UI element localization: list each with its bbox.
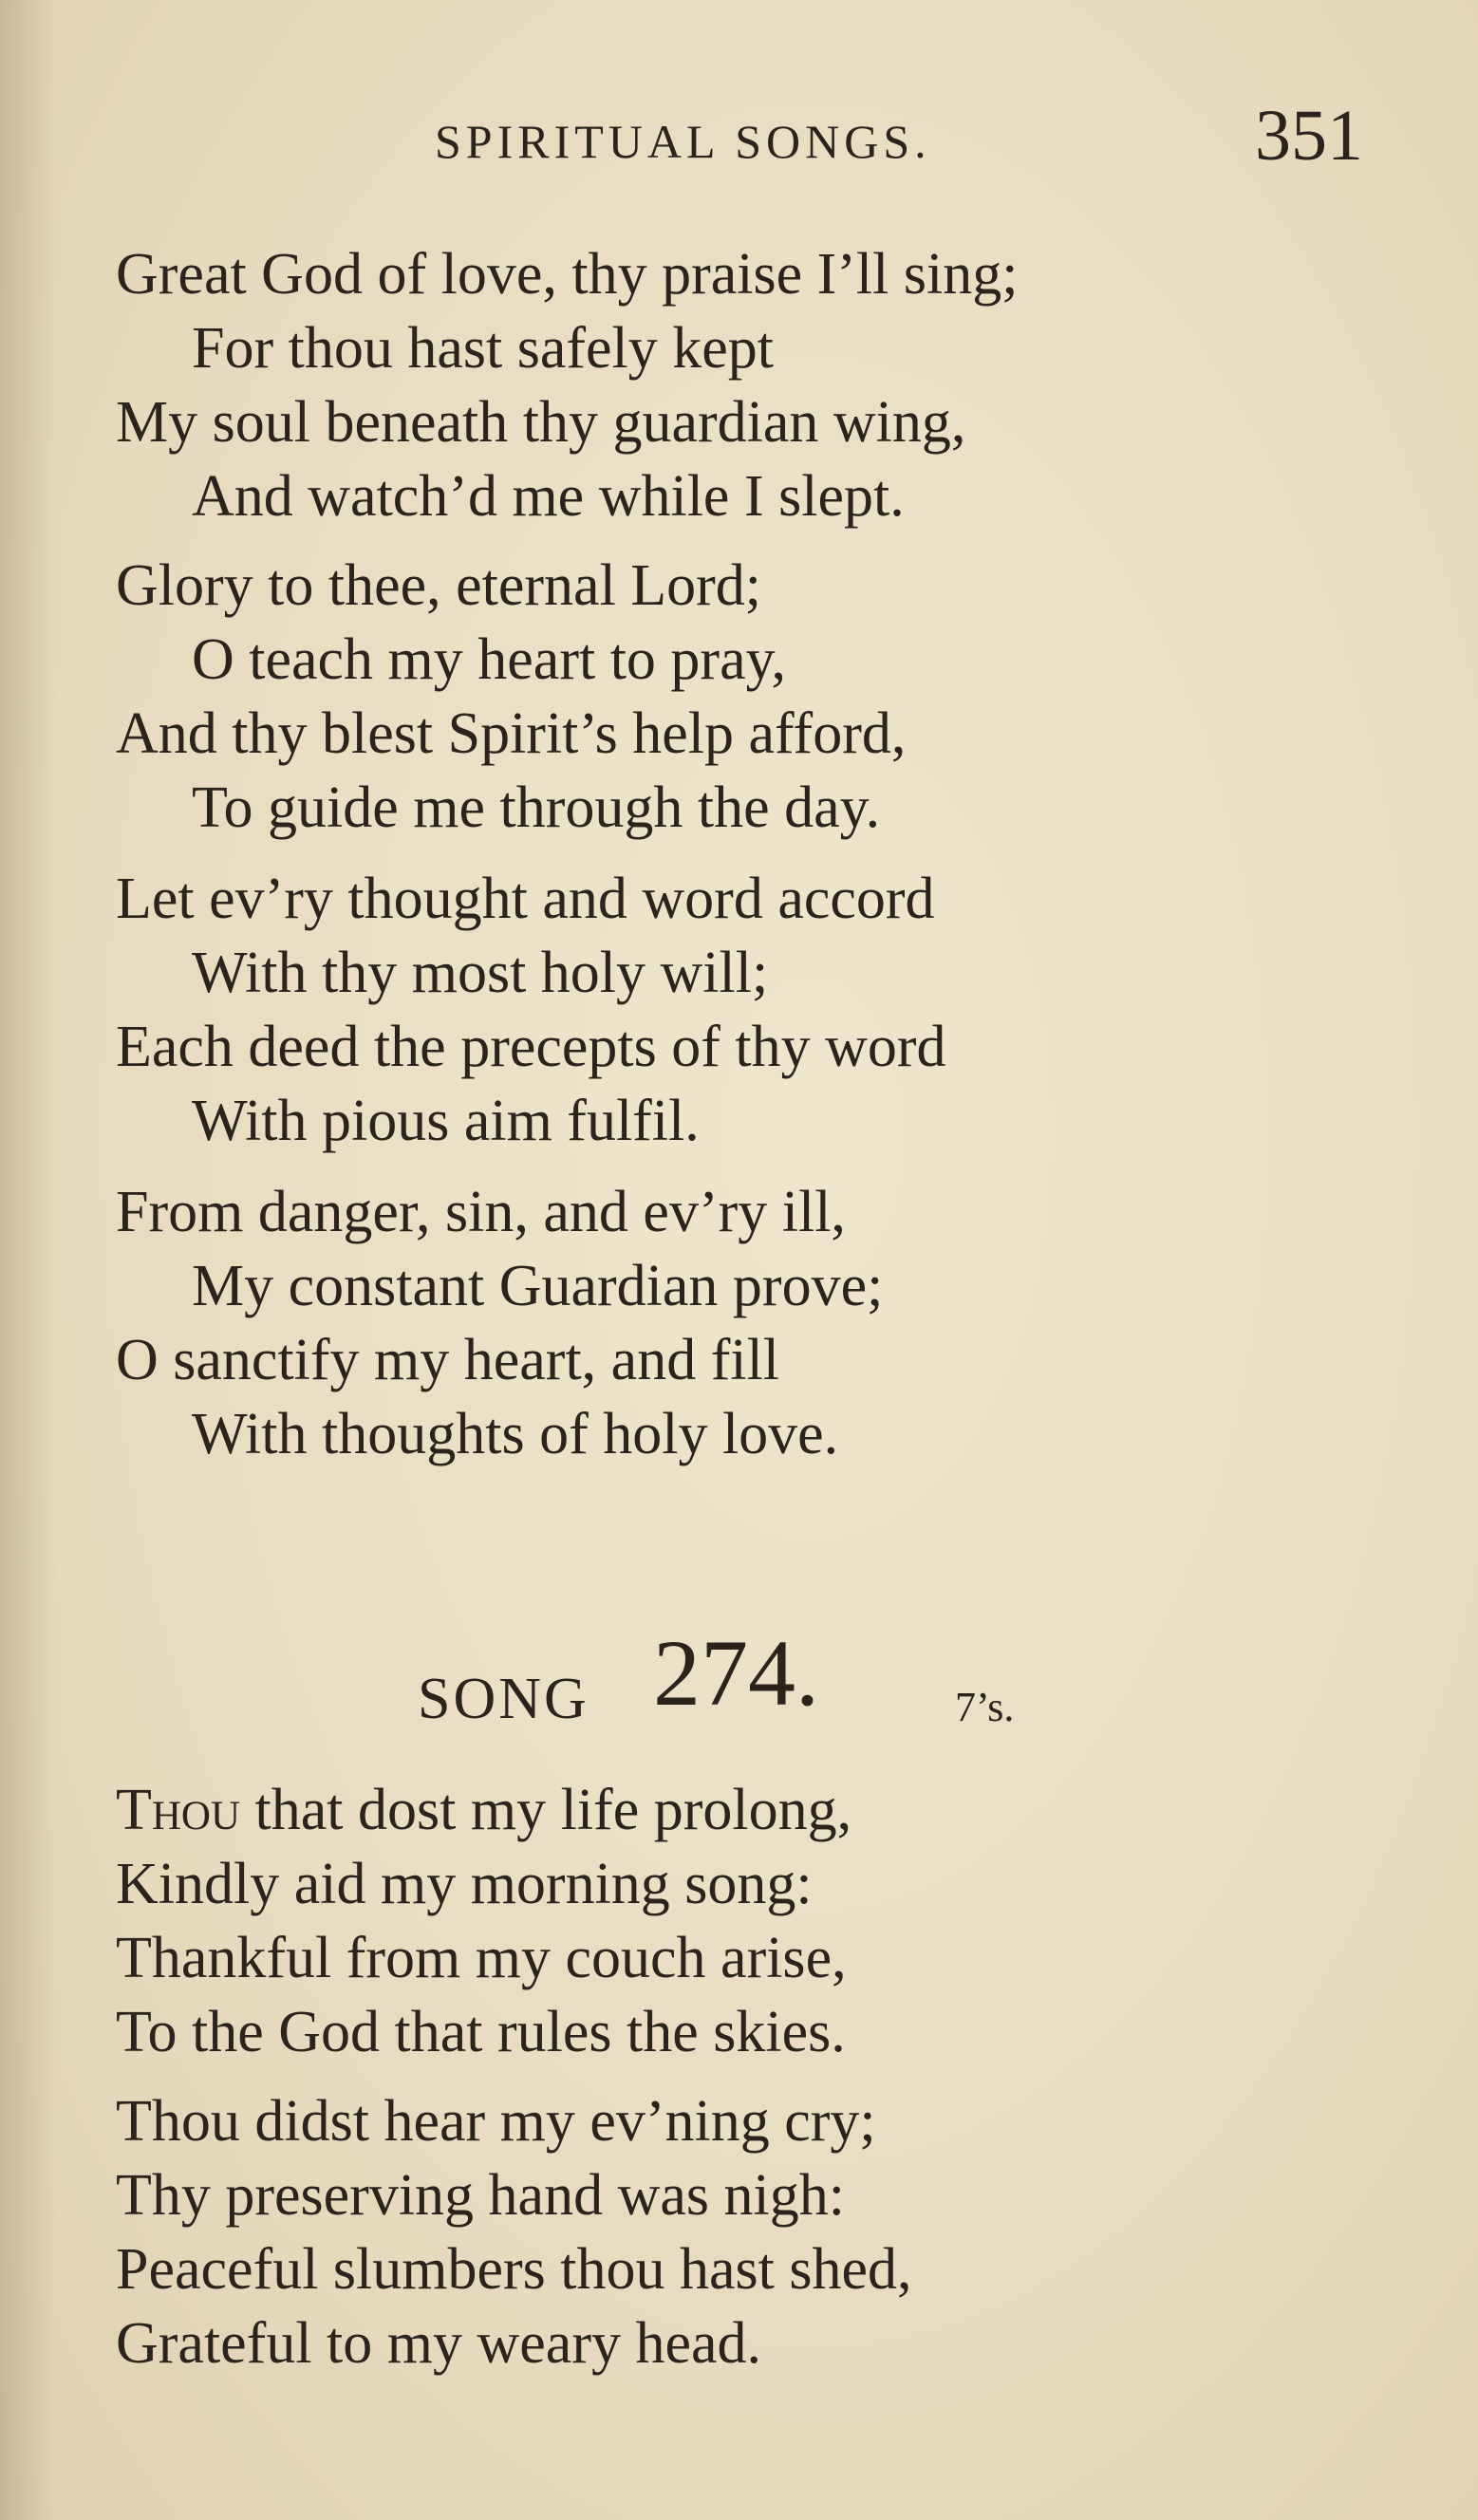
verse-line: With pious aim fulfil. bbox=[192, 1089, 700, 1153]
verse-line: Grateful to my weary head. bbox=[116, 2311, 762, 2376]
running-header bbox=[0, 95, 1478, 190]
verse-line: Kindly aid my morning song: bbox=[116, 1852, 813, 1916]
verse-line: Thou didst hear my ev’ning cry; bbox=[116, 2089, 876, 2154]
verse-line: O sanctify my heart, and fill bbox=[116, 1328, 780, 1392]
verse-line: And thy blest Spirit’s help afford, bbox=[116, 701, 907, 766]
stanza-2 bbox=[116, 549, 906, 845]
page-number: 351 bbox=[1255, 96, 1363, 176]
song-stanza-2 bbox=[116, 2084, 912, 2380]
verse-line: From danger, sin, and ev’ry ill, bbox=[116, 1180, 846, 1244]
song-stanza-1 bbox=[116, 1773, 851, 2069]
verse-line: With thoughts of holy love. bbox=[192, 1402, 839, 1466]
stanza-3 bbox=[116, 862, 946, 1158]
verse-line: Thy preserving hand was nigh: bbox=[116, 2163, 845, 2228]
song-heading bbox=[0, 1618, 1478, 1732]
stanza-1 bbox=[116, 237, 1018, 533]
verse-line: O teach my heart to pray, bbox=[192, 627, 787, 692]
page-gutter-shadow bbox=[0, 0, 57, 2520]
verse-line: Glory to thee, eternal Lord; bbox=[116, 553, 762, 618]
verse-line: To the God that rules the skies. bbox=[116, 2000, 846, 2064]
song-number: 274. bbox=[653, 1620, 819, 1726]
song-meter: 7’s. bbox=[955, 1684, 1015, 1730]
verse-line: For thou hast safely kept bbox=[192, 316, 775, 381]
verse-line: Great God of love, thy praise I’ll sing; bbox=[116, 242, 1019, 307]
verse-line: My soul beneath thy guardian wing, bbox=[116, 390, 966, 455]
verse-line: My constant Guardian prove; bbox=[192, 1254, 884, 1318]
running-title: SPIRITUAL SONGS. bbox=[435, 115, 931, 168]
song-label: SONG bbox=[418, 1667, 589, 1731]
verse-line: And watch’d me while I slept. bbox=[192, 464, 905, 529]
verse-line: With thy most holy will; bbox=[192, 941, 769, 1005]
verse-line: Let ev’ry thought and word accord bbox=[116, 867, 935, 931]
verse-line: Each deed the precepts of thy word bbox=[116, 1015, 946, 1079]
stanza-4 bbox=[116, 1175, 883, 1471]
verse-line: Peaceful slumbers thou hast shed, bbox=[116, 2237, 912, 2302]
verse-line: To guide me through the day. bbox=[192, 775, 881, 840]
verse-line bbox=[116, 1773, 851, 1847]
verse-first-word: Thou bbox=[116, 1778, 241, 1842]
verse-line: Thankful from my couch arise, bbox=[116, 1926, 847, 1990]
verse-line-rest: that dost my life prolong, bbox=[240, 1778, 852, 1842]
